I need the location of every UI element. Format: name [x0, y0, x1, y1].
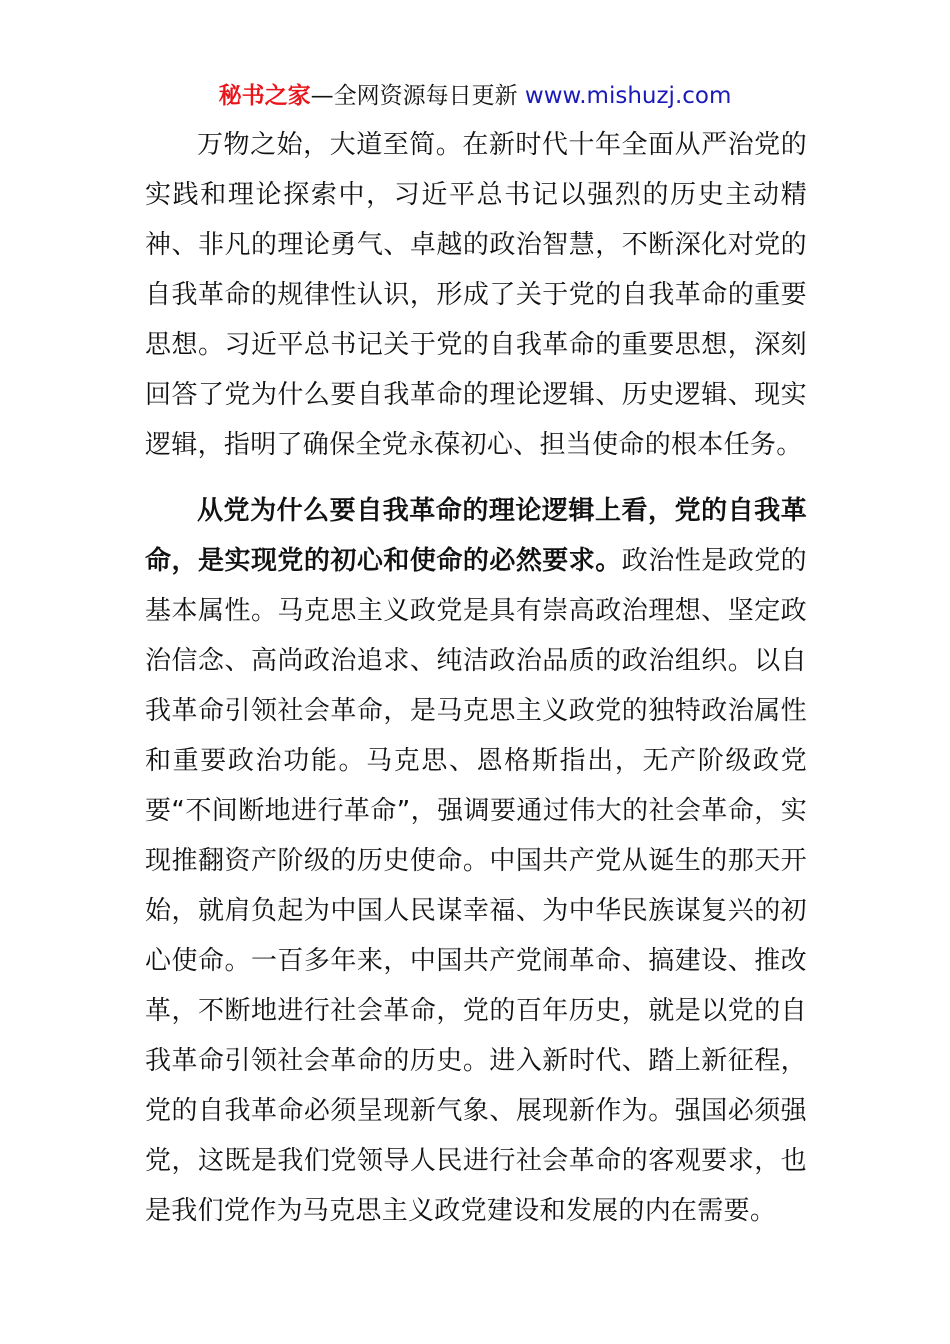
paragraph-lead-bold: 从党为什么要自我革命的理论逻辑上看，党的自我革命，是实现党的初心和使命的必然要求。: [145, 496, 807, 576]
document-body: [145, 120, 807, 1236]
page-header: [0, 80, 950, 112]
paragraph-intro: 万物之始，大道至简。在新时代十年全面从严治党的实践和理论探索中，习近平总书记以强烈的历史主动精神、非凡的理论勇气、卓越的政治智慧，不断深化对党的自我革命的规律性认识，形成了关于党的自我革命的重要思想。习近平总书记关于党的自我革命的重要思想，深刻回答了党为什么要自我革命的理论逻辑、历史逻辑、现实逻辑，指明了确保全党永葆初心、担当使命的根本任务。: [145, 130, 807, 460]
brand-name: 秘书之家: [218, 83, 311, 109]
website-link[interactable]: www.mishuzj.com: [524, 83, 732, 109]
paragraph-body: 政治性是政党的基本属性。马克思主义政党是具有崇高政治理想、坚定政治信念、高尚政治追求、纯洁政治品质的政治组织。以自我革命引领社会革命，是马克思主义政党的独特政治属性和重要政治功能。马克思、恩格斯指出，无产阶级政党要“不间断地进行革命”，强调要通过伟大的社会革命，实现推翻资产阶级的历史使命。中国共产党从诞生的那天开始，就肩负起为中国人民谋幸福、为中华民族谋复兴的初心使命。一百多年来，中国共产党闹革命、搞建设、推改革，不断地进行社会革命，党的百年历史，就是以党的自我革命引领社会革命的历史。进入新时代、踏上新征程，党的自我革命必须呈现新气象、展现新作为。强国必须强党，这既是我们党领导人民进行社会革命的客观要求，也是我们党作为马克思主义政党建设和发展的内在需要。: [145, 546, 807, 1226]
paragraph-theory-logic: [145, 486, 807, 1236]
header-tagline: —全网资源每日更新: [310, 83, 525, 109]
